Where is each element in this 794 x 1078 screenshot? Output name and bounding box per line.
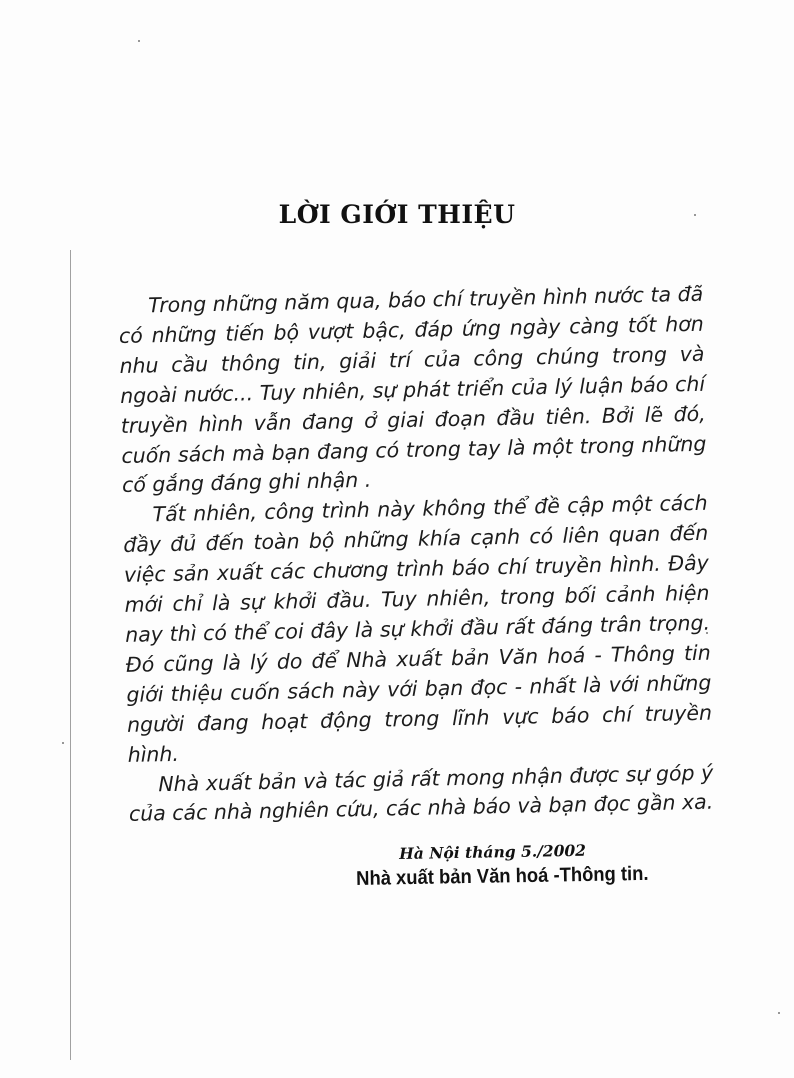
scan-speck — [62, 742, 64, 744]
paragraph-1: Trong những năm qua, báo chí truyền hình nước ta đã có những tiến bộ vượt bậc, đáp ứng ngày càng tốt hơn nhu cầu thông tin, giải trí của công chúng trong và ngoài nước... Tuy nhiên, sự phát triển của lý luận báo chí truyền hình vẫn đang ở giai đoạn đầu tiên. Bởi lẽ đó, cuốn sách mà bạn đang có trong tay là một trong những cố gắng đáng ghi nhận . — [118, 281, 707, 498]
scan-speck — [138, 40, 140, 42]
signature-publisher: Nhà xuất bản Văn hoá -Thông tin. — [356, 862, 649, 890]
binding-edge — [70, 250, 71, 1060]
signature-date: Hà Nội tháng 5./2002 — [399, 840, 587, 863]
paragraph-3: Nhà xuất bản và tác giả rất mong nhận được sự góp ý của các nhà nghiên cứu, các nhà báo và bạn đọc gần xa. — [128, 760, 714, 827]
page-title: LỜI GIỚI THIỆU — [278, 200, 516, 229]
body-text — [118, 280, 714, 830]
paragraph-2: Tất nhiên, công trình này không thể đề cập một cách đầy đủ đến toàn bộ những khía cạnh có liên quan đến việc sản xuất các chương trình báo chí truyền hình. Đây mới chỉ là sự khởi đầu. Tuy nhiên, trong bối cảnh hiện nay thì có thể coi đây là sự khởi đầu rất đáng trân trọng. Đó cũng là lý do để Nhà xuất bản Văn hoá - Thông tin giới thiệu cuốn sách này với bạn đọc - nhất là với những người đang hoạt động trong lĩnh vực báo chí truyền hình. — [123, 491, 713, 767]
scan-speck — [778, 1012, 780, 1014]
